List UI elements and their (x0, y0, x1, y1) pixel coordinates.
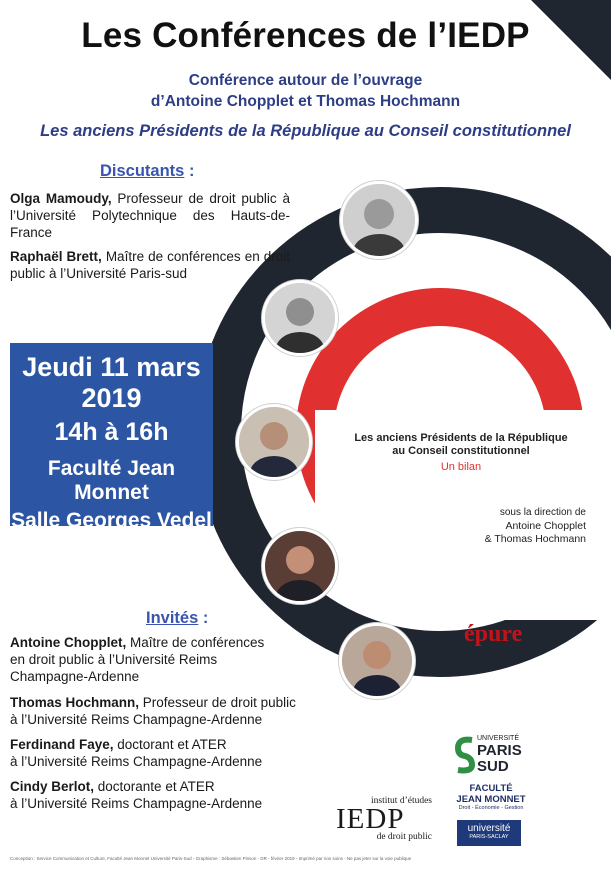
saclay-line2: PARIS-SACLAY (469, 834, 509, 840)
cover-subtitle: Un bilan (440, 461, 482, 473)
guest-role-line2: en droit public à l’Université Reims (10, 652, 218, 667)
paris-sud-line3: SUD (477, 758, 509, 775)
guest-name: Thomas Hochmann, (10, 695, 140, 710)
discussant-item (10, 190, 290, 241)
discussant-role: Professeur de droit public à l’Université Polytechnique des Hauts-de-France (10, 191, 290, 240)
guest-role: Professeur de droit public (139, 695, 296, 710)
cover-direction: sous la direction de (499, 507, 586, 518)
guest-name: Antoine Chopplet, (10, 635, 127, 650)
paris-sud-logo (455, 733, 525, 778)
faculte-line2: JEAN MONNET (456, 794, 526, 805)
event-time: 14h à 16h (54, 418, 169, 446)
paris-sud-line2: PARIS (477, 742, 522, 759)
event-place1: Faculté Jean Monnet (47, 457, 176, 504)
guest-role: doctorante et ATER (94, 779, 215, 794)
iedp-logo-top: institut d’études (371, 796, 432, 806)
guests-heading-colon: : (198, 609, 209, 627)
event-place2: Salle Georges Vedel (11, 509, 212, 532)
portrait-photo-1 (340, 181, 418, 259)
conference-subtitle-line2: d’Antoine Chopplet et Thomas Hochmann (150, 93, 461, 110)
discussants-heading-text: Discutants (100, 162, 185, 180)
portrait-photo-2 (262, 280, 338, 356)
guest-item (10, 736, 340, 770)
iedp-logo-bottom: de droit public (376, 832, 432, 842)
cover-title-line1: Les anciens Présidents de la République (354, 432, 568, 444)
guest-name: Cindy Berlot, (10, 779, 95, 794)
conference-subtitle-line1: Conférence autour de l’ouvrage (188, 72, 423, 89)
portrait-photo-3 (236, 404, 312, 480)
guest-role-line2: à l’Université Reims Champagne-Ardenne (10, 712, 263, 727)
guest-name: Ferdinand Faye, (10, 737, 114, 752)
discussant-role: Maître de conférences en droit public à l’Université Paris-sud (10, 249, 290, 281)
guest-role: doctorant et ATER (113, 737, 227, 752)
guests-heading-text: Invités (146, 609, 199, 627)
iedp-logo-mark: IEDP (336, 803, 405, 835)
event-place3: Bâtiment G (55, 537, 168, 560)
portrait-photo-4 (262, 528, 338, 604)
discussant-name: Olga Mamoudy, (10, 191, 112, 206)
epure-logo: épure (464, 621, 523, 647)
saclay-line1: université (467, 823, 511, 834)
faculte-logo (455, 783, 527, 811)
cover-editor1: Antoine Chopplet (505, 520, 586, 532)
event-date: Jeudi 11 mars 2019 (22, 352, 201, 413)
faculte-line3: Droit - Économie - Gestion (458, 805, 524, 811)
book-title: Les anciens Présidents de la République au Conseil constitutionnel (40, 122, 571, 140)
paris-sud-s-icon (455, 736, 475, 774)
saclay-logo (457, 820, 521, 846)
guest-item (10, 778, 340, 812)
guest-item (10, 694, 340, 728)
paris-sud-line1: UNIVERSITÉ (477, 735, 520, 742)
guest-item (10, 634, 340, 685)
guest-role-line3: Champagne-Ardenne (10, 669, 140, 684)
event-info-box (10, 343, 213, 560)
iedp-logo (336, 796, 432, 848)
discussant-name: Raphaël Brett, (10, 249, 102, 264)
cover-editor2: & Thomas Hochmann (484, 533, 586, 545)
guest-role-line2: à l’Université Reims Champagne-Ardenne (10, 754, 263, 769)
faculte-line1: FACULTÉ (469, 783, 513, 794)
page-title: Les Conférences de l’IEDP (81, 16, 530, 55)
discussants-heading-colon: : (184, 162, 195, 180)
guest-role: Maître de conférences (126, 635, 265, 650)
cover-title-line2: au Conseil constitutionnel (392, 445, 530, 457)
guests-heading (146, 609, 208, 628)
discussants-heading (100, 162, 194, 181)
guest-role-line2: à l’Université Reims Champagne-Ardenne (10, 796, 263, 811)
footer-credits: Conception : Service Communication et Culture, Faculté Jean Monnet Université Paris-Sud - Graphisme : Sébastien Pinson - DR - février 2019 - Imprimé par nos soins - Ne pas jeter sur la voie publique (10, 856, 412, 861)
discussant-item (10, 248, 290, 282)
portrait-photo-5 (339, 623, 415, 699)
